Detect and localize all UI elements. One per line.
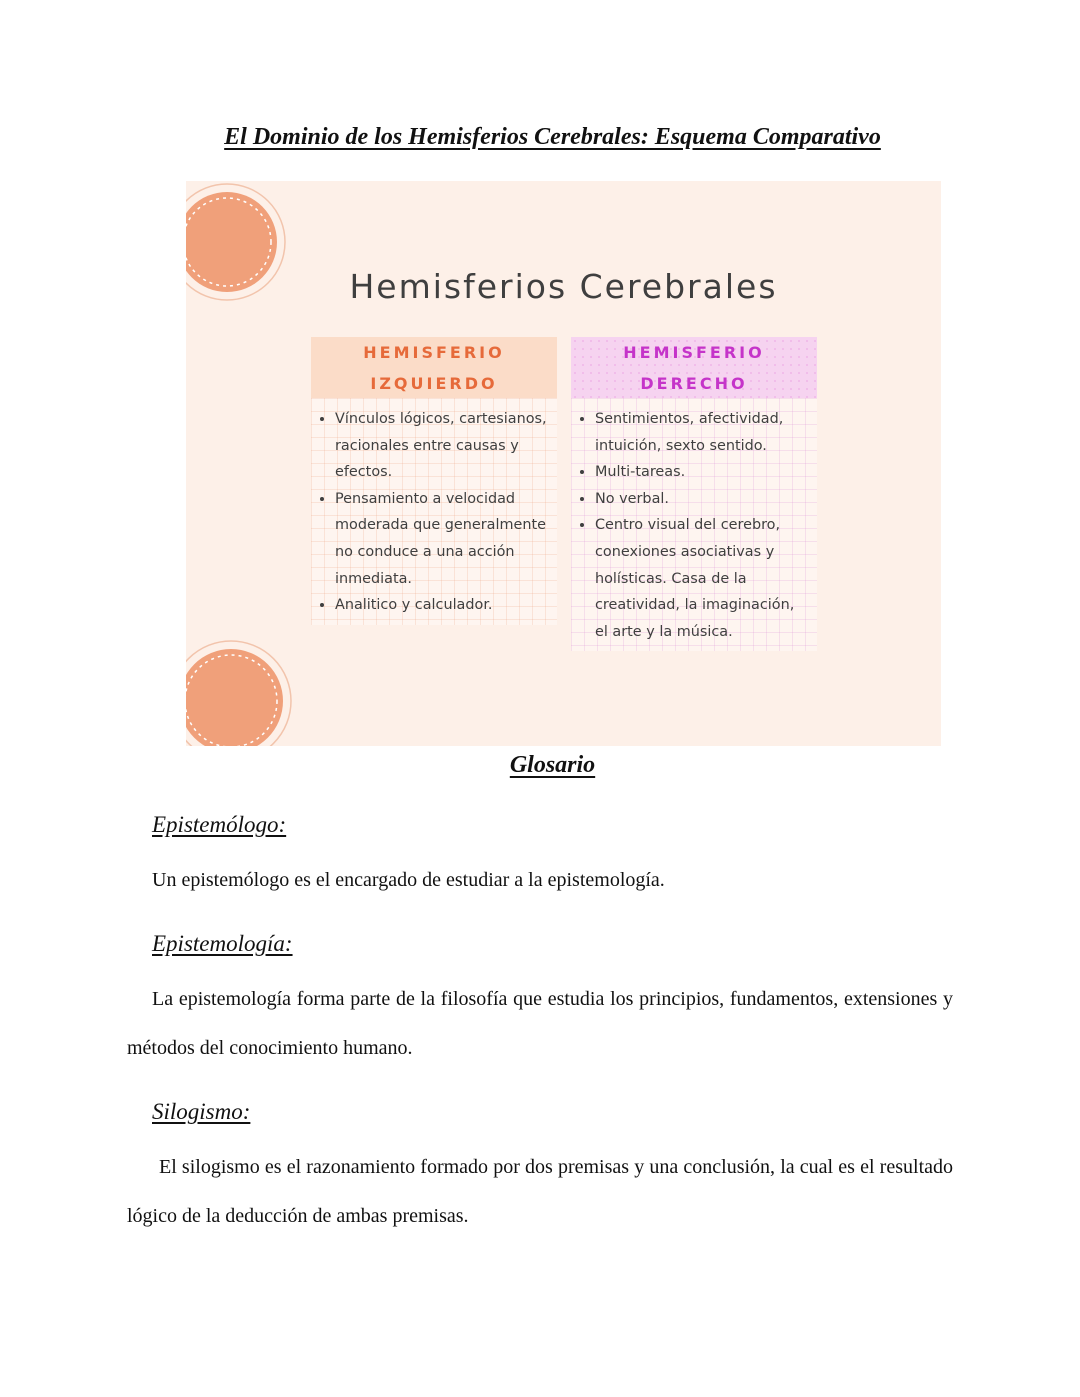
infographic-title: Hemisferios Cerebrales <box>349 267 778 306</box>
list-item: • Sentimientos, afectividad, intuición, sexto sentido. <box>595 406 811 459</box>
right-header-line1: HEMISFERIO <box>623 343 765 362</box>
glossary-title: Glosario <box>509 752 596 778</box>
list-item: • Multi-tareas. <box>595 459 811 486</box>
right-header-line2: DERECHO <box>640 374 748 393</box>
decorative-circle-icon <box>186 631 304 746</box>
right-items-list <box>577 406 811 645</box>
glossary-term: Epistemólogo: <box>152 812 287 837</box>
right-hemisphere-column <box>571 337 817 651</box>
list-item: • Centro visual del cerebro, conexiones asociativas y holísticas. Casa de la creatividad, la imaginación, el arte y la música. <box>595 512 811 645</box>
right-column-body <box>571 398 817 651</box>
right-column-header <box>571 337 817 398</box>
glossary-term: Epistemología: <box>152 931 293 956</box>
left-hemisphere-column <box>311 337 557 625</box>
left-column-body <box>311 398 557 625</box>
glossary-definition: La epistemología forma parte de la filosofía que estudia los principios, fundamentos, extensiones y métodos del conocimiento humano. <box>127 988 953 1059</box>
list-item: • Pensamiento a velocidad moderada que generalmente no conduce a una acción inmediata. <box>335 486 551 592</box>
glossary-definition: El silogismo es el razonamiento formado por dos premisas y una conclusión, la cual es el resultado lógico de la deducción de ambas premisas. <box>127 1156 953 1227</box>
document-title: El Dominio de los Hemisferios Cerebrales: Esquema Comparativo <box>224 124 881 150</box>
left-items-list <box>317 406 551 619</box>
list-item: • Vínculos lógicos, cartesianos, racionales entre causas y efectos. <box>335 406 551 486</box>
left-header-line2: IZQUIERDO <box>370 374 498 393</box>
hemispheres-infographic <box>186 181 941 746</box>
list-item: • Analitico y calculador. <box>335 592 551 619</box>
left-header-line1: HEMISFERIO <box>363 343 505 362</box>
left-column-header <box>311 337 557 398</box>
glossary-term: Silogismo: <box>152 1099 251 1124</box>
glossary-definition: Un epistemólogo es el encargado de estudiar a la epistemología. <box>152 869 665 891</box>
list-item: • No verbal. <box>595 486 811 513</box>
